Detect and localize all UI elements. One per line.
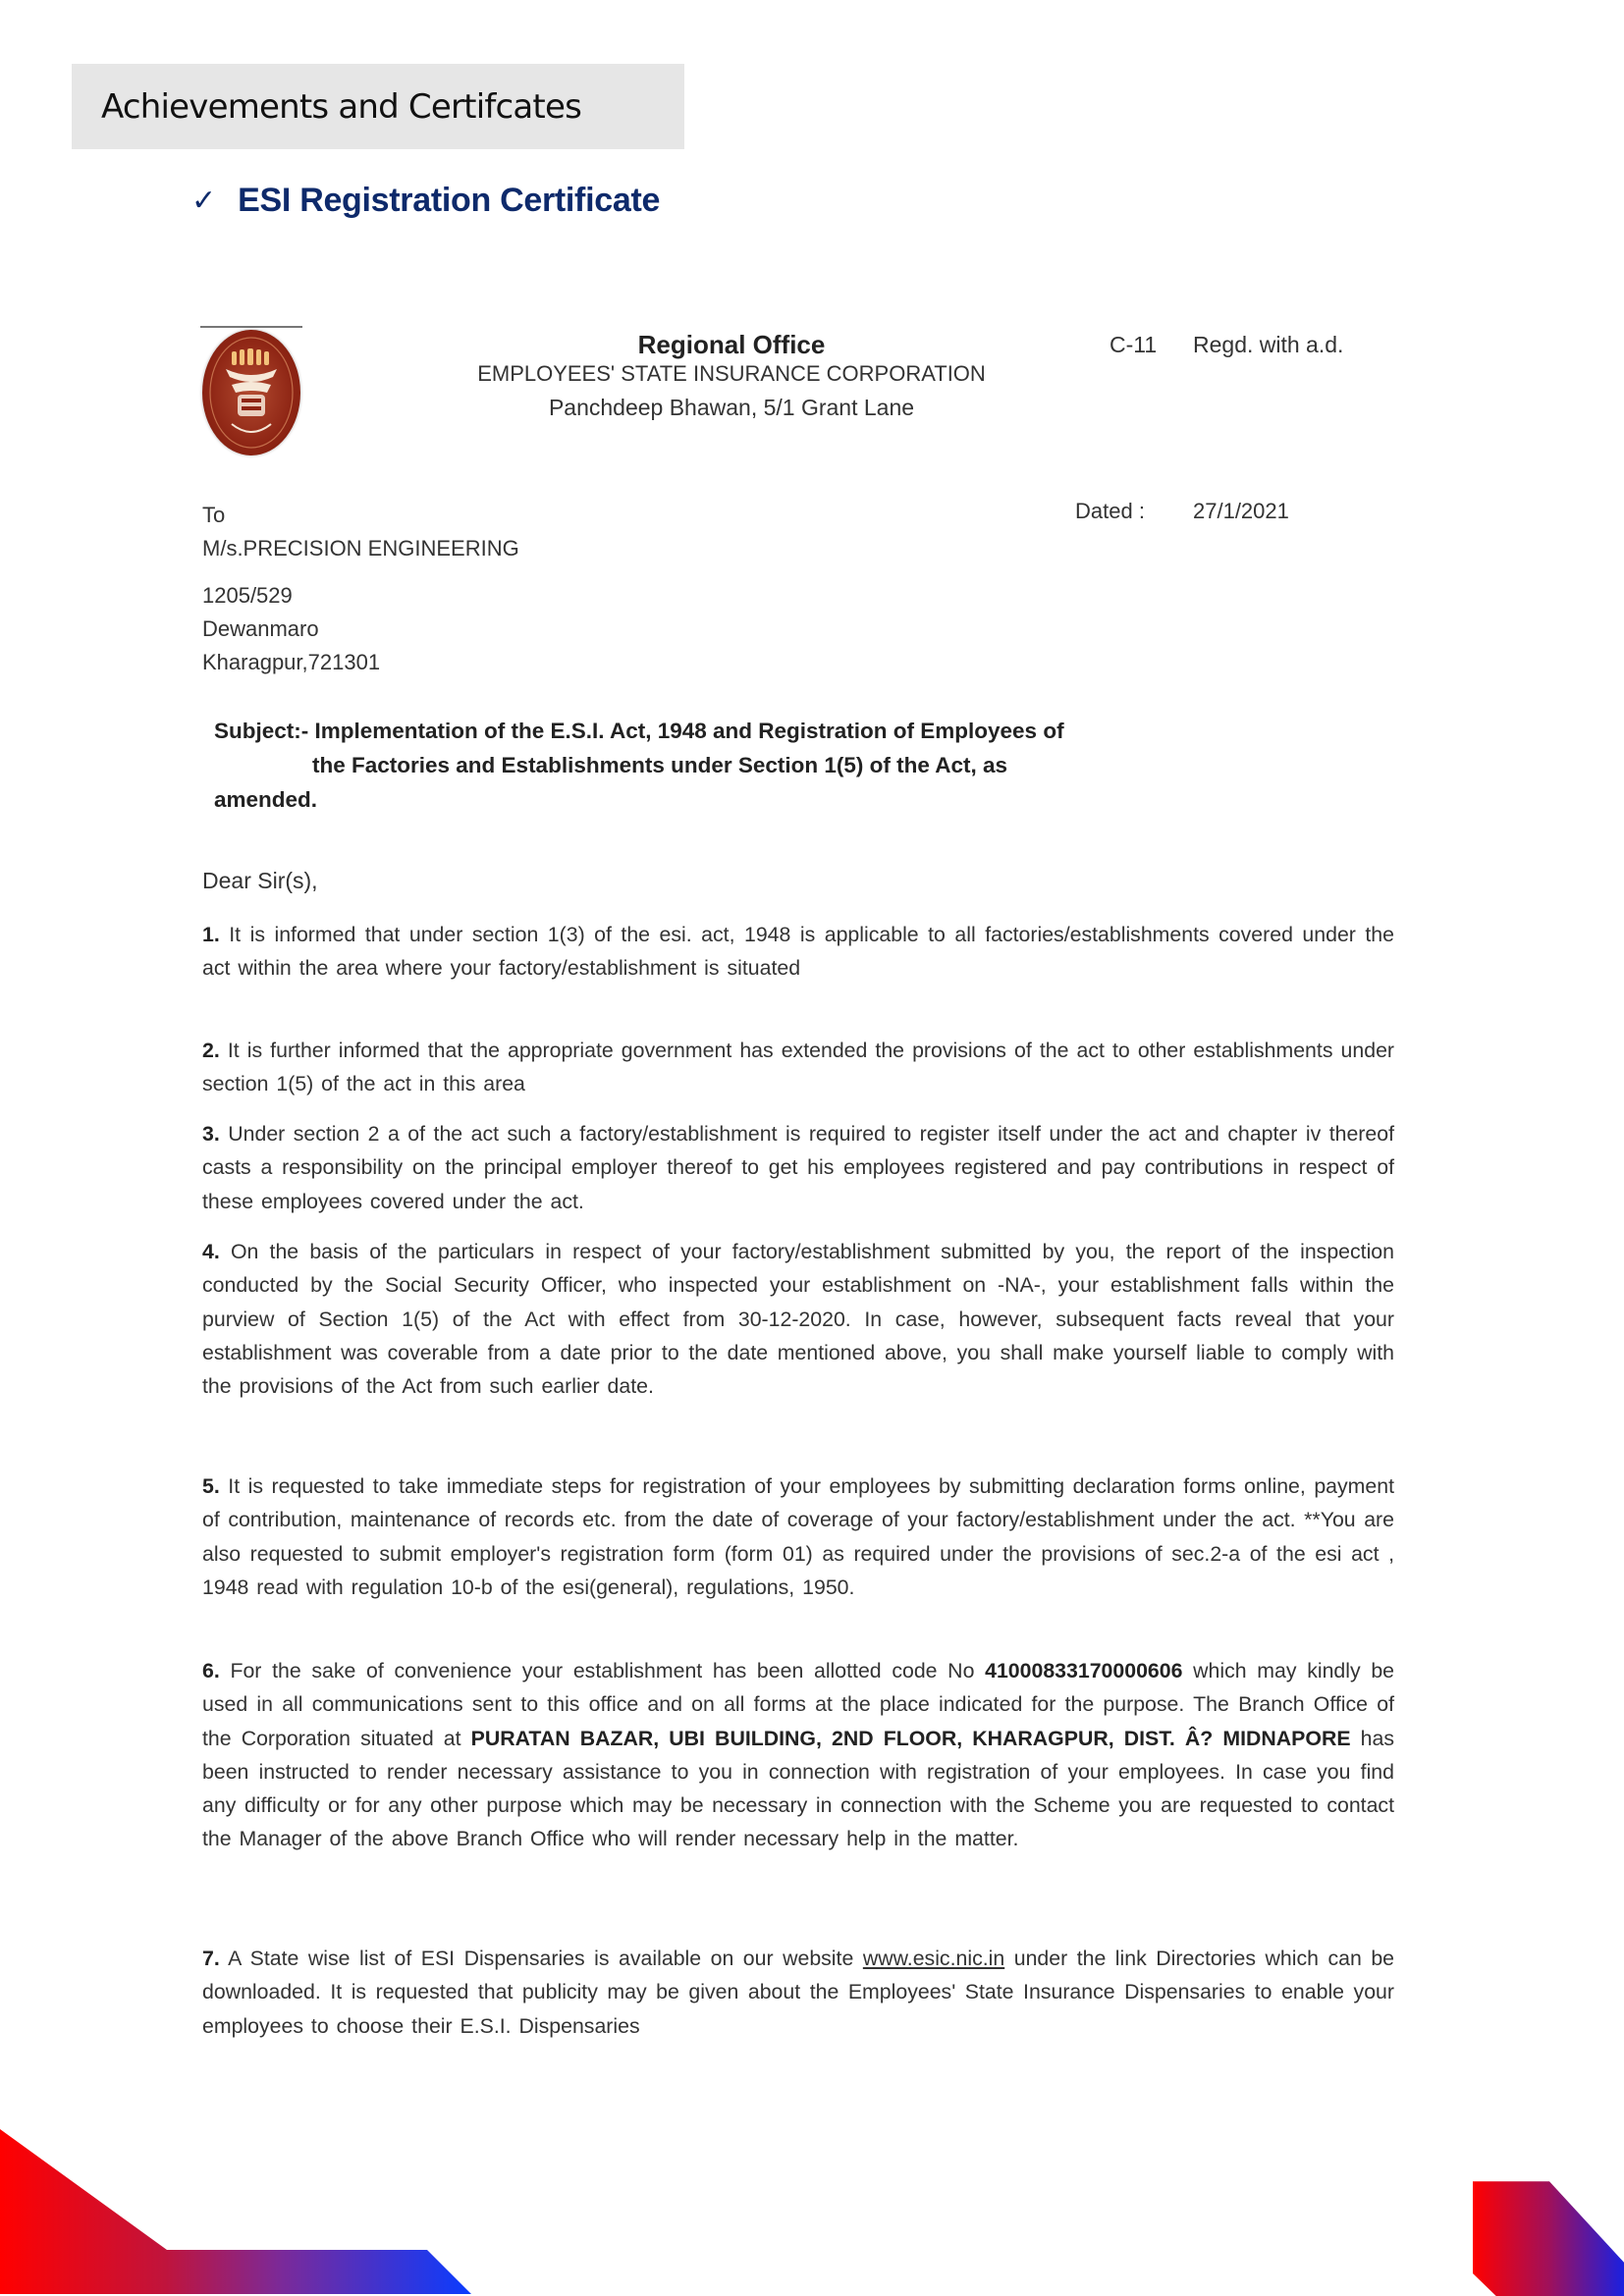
salutation: Dear Sir(s),	[202, 868, 318, 893]
form-code: C-11	[1110, 332, 1158, 357]
recipient-address-line: 1205/529	[202, 583, 293, 608]
paragraph-number: 5.	[202, 1474, 220, 1498]
delivery-note: Regd. with a.d.	[1193, 332, 1344, 357]
recipient-block	[202, 499, 519, 679]
subject-line: the Factories and Establishments under Section 1(5) of the Act, as	[312, 753, 1008, 777]
office-address: Panchdeep Bhawan, 5/1 Grant Lane	[548, 395, 915, 420]
regional-office-title: Regional Office	[637, 330, 826, 359]
certificate-title: ESI Registration Certificate	[238, 182, 661, 219]
paragraph-2	[202, 1034, 1394, 1101]
paragraph-4	[202, 1235, 1394, 1403]
letter-subject	[214, 714, 1216, 817]
recipient-address-line: Dewanmaro	[202, 616, 319, 641]
paragraph-number: 4.	[202, 1240, 220, 1263]
paragraph-6	[202, 1654, 1394, 1856]
branch-office-address: PURATAN BAZAR, UBI BUILDING, 2ND FLOOR, KHARAGPUR, DIST. Â? MIDNAPORE	[470, 1726, 1351, 1750]
paragraph-number: 1.	[202, 923, 220, 946]
paragraph-number: 6.	[202, 1659, 220, 1682]
check-mark-icon: ✓	[191, 185, 217, 217]
paragraph-text: has been instructed to render necessary assistance to you in connection with registration of your employees. In case you find any difficulty or for any other purpose which may be necessary in connection with the Scheme you are requested to contact the Manager of the above Branch Office who will render necessary help in the matter.	[202, 1726, 1394, 1851]
paragraph-number: 2.	[202, 1039, 220, 1062]
paragraph-number: 7.	[202, 1947, 220, 1970]
paragraph-3	[202, 1117, 1394, 1218]
date-value: 27/1/2021	[1193, 499, 1289, 523]
establishment-code: 41000833170000606	[985, 1659, 1183, 1682]
subject-line: Subject:- Implementation of the E.S.I. Act, 1948 and Registration of Employees of	[214, 719, 1064, 743]
recipient-name: M/s.PRECISION ENGINEERING	[202, 536, 519, 561]
section-heading: Achievements and Certifcates	[101, 86, 581, 127]
decorative-corner-shape-right	[1473, 2161, 1624, 2296]
paragraph-text: It is requested to take immediate steps for registration of your employees by submitting declaration forms online, payment of contribution, maintenance of records etc. from the date of coverage of your factory/establishment under the act. **You are also requested to submit employer's registration form (form 01) as required under the provisions of sec.2-a of the esi act , 1948 read with regulation 10-b of the esi(general), regulations, 1950.	[202, 1474, 1394, 1599]
website-link[interactable]: www.esic.nic.in	[862, 1947, 1005, 1970]
paragraph-1	[202, 918, 1394, 986]
recipient-address-line: Kharagpur,721301	[202, 650, 381, 674]
logo-rule	[200, 326, 302, 328]
paragraph-text: which may kindly be used in all communications sent to this office and on all forms at the place indicated for the purpose. The Branch Office of the Corporation situated at	[202, 1659, 1395, 1750]
paragraph-text: A State wise list of ESI Dispensaries is available on our website	[228, 1947, 854, 1970]
decorative-corner-shape-left	[0, 2129, 511, 2296]
paragraph-text: It is further informed that the appropriate government has extended the provisions of the act to other establishments under section 1(5) of the act in this area	[202, 1039, 1395, 1096]
date-label: Dated :	[1075, 499, 1145, 523]
organization-name: EMPLOYEES' STATE INSURANCE CORPORATION	[477, 361, 986, 386]
paragraph-number: 3.	[202, 1122, 220, 1146]
paragraph-text: It is informed that under section 1(3) of the esi. act, 1948 is applicable to all factories/establishments covered under the act within the area where your factory/establishment is situated	[202, 923, 1394, 981]
paragraph-7	[202, 1942, 1394, 2043]
paragraph-5	[202, 1469, 1394, 1604]
paragraph-text: under the link Directories which can be downloaded. It is requested that publicity may be given about the Employees' State Insurance Dispensaries to enable your employees to choose their E.S.I. Dispensaries	[202, 1947, 1395, 2038]
subject-line: amended.	[214, 787, 318, 812]
paragraph-text: On the basis of the particulars in respect of your factory/establishment submitted by you, the report of the inspection conducted by the Social Security Officer, who inspected your establishment on -NA-, your establishment falls within the purview of Section 1(5) of the Act with effect from 30-12-2020. In case, however, subsequent facts reveal that your establishment was coverable from a date prior to the date mentioned above, you shall make yourself liable to comply with the provisions of the Act from such earlier date.	[202, 1240, 1394, 1399]
paragraph-text: Under section 2 a of the act such a factory/establishment is required to register itself under the act and chapter iv thereof casts a responsibility on the principal employer thereof to get his employees registered and pay contributions in respect of these employees covered under the act.	[202, 1122, 1394, 1213]
to-label: To	[202, 503, 226, 527]
paragraph-text: For the sake of convenience your establishment has been allotted code No	[230, 1659, 975, 1682]
